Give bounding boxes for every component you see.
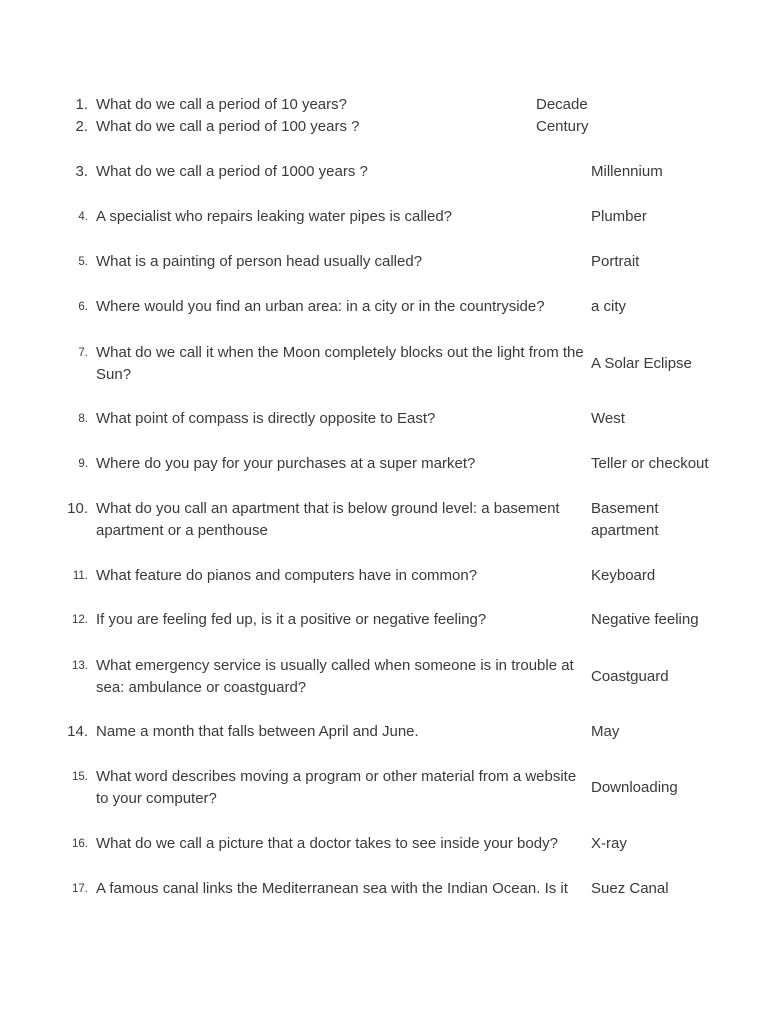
item-answer: Plumber <box>591 208 647 225</box>
item-question: What is a painting of person head usually called? <box>96 253 423 270</box>
item-number: 5. <box>78 256 88 268</box>
item-question: What do we call a period of 100 years ? <box>96 118 360 135</box>
item-question: What emergency service is usually called when someone is in trouble at sea: ambulance or coastguard? <box>96 657 574 696</box>
item-answer: Decade <box>536 96 588 113</box>
item-question: What word describes moving a program or other material from a website to your computer? <box>96 768 577 807</box>
item-answer: Coastguard <box>591 668 669 685</box>
item-answer: X-ray <box>591 835 627 852</box>
item-question: What do you call an apartment that is below ground level: a basement apartment or a penthouse <box>96 500 560 539</box>
item-question: What feature do pianos and computers have in common? <box>96 567 478 584</box>
item-question: What do we call a picture that a doctor takes to see inside your body? <box>96 835 558 852</box>
item-answer: Keyboard <box>591 567 656 584</box>
item-answer: Millennium <box>591 163 663 180</box>
item-answer: Negative feeling <box>591 611 699 628</box>
item-question: Where do you pay for your purchases at a super market? <box>96 455 476 472</box>
item-question: A famous canal links the Mediterranean sea with the Indian Ocean. Is it <box>96 880 568 897</box>
item-number: 8. <box>78 413 88 425</box>
item-answer: Suez Canal <box>591 880 669 897</box>
item-number: 10. <box>67 500 88 517</box>
item-number: 17. <box>72 883 88 895</box>
item-answer: Century <box>536 118 589 135</box>
item-number: 12. <box>72 614 88 626</box>
item-question: If you are feeling fed up, is it a positive or negative feeling? <box>96 611 487 628</box>
item-question: Where would you find an urban area: in a city or in the countryside? <box>96 298 545 315</box>
item-number: 13. <box>72 660 88 672</box>
item-answer: A Solar Eclipse <box>591 355 692 372</box>
item-number: 4. <box>78 211 88 223</box>
item-question: What do we call a period of 10 years? <box>96 96 347 113</box>
item-answer: West <box>591 410 625 427</box>
item-answer: May <box>591 723 620 740</box>
item-answer: Downloading <box>591 779 678 796</box>
item-number: 16. <box>72 838 88 850</box>
item-question: Name a month that falls between April and June. <box>96 723 419 740</box>
item-number: 15. <box>72 771 88 783</box>
item-answer: Teller or checkout <box>591 455 709 472</box>
item-number: 14. <box>67 723 88 740</box>
item-number: 6. <box>78 301 88 313</box>
item-question: What do we call it when the Moon completely blocks out the light from the Sun? <box>96 344 584 383</box>
item-number: 1. <box>75 96 88 113</box>
item-number: 7. <box>78 347 88 359</box>
item-answer: a city <box>591 298 627 315</box>
item-number: 2. <box>75 118 88 135</box>
item-answer: Basement apartment <box>591 500 659 539</box>
item-number: 11. <box>72 570 88 582</box>
item-question: What do we call a period of 1000 years ? <box>96 163 368 180</box>
item-question: What point of compass is directly opposite to East? <box>96 410 436 427</box>
item-answer: Portrait <box>591 253 640 270</box>
item-question: A specialist who repairs leaking water pipes is called? <box>96 208 453 225</box>
item-number: 3. <box>75 163 88 180</box>
item-number: 9. <box>78 458 88 470</box>
